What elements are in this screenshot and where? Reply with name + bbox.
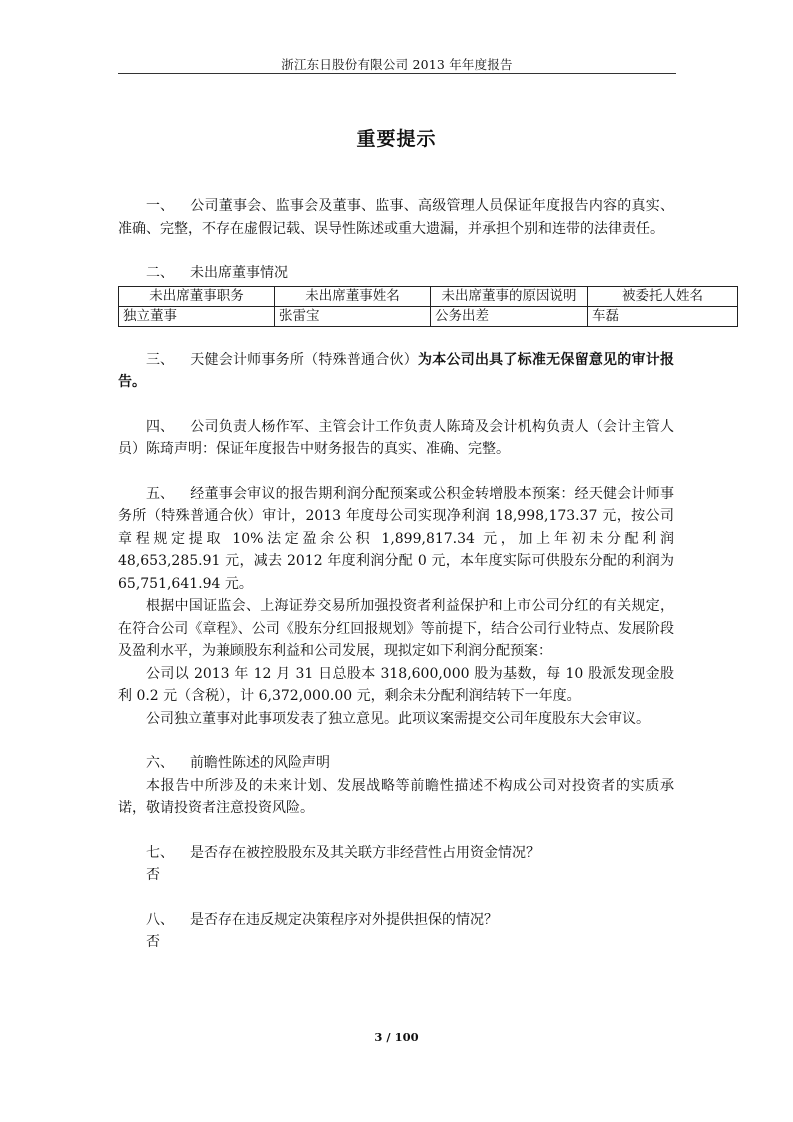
absent-directors-table: [118, 286, 738, 327]
section-2-title: 未出席董事情况: [190, 265, 288, 281]
section-5-number: 五、: [146, 485, 174, 502]
section-5: [118, 483, 674, 731]
section-3: [118, 349, 674, 394]
report-header: 浙江东日股份有限公司 2013 年年度报告: [281, 57, 513, 72]
section-5-paragraph-3: 公司以 2013 年 12 月 31 日总股本 318,600,000 股为基数，每 10 股派发现金股利 0.2 元（含税），计 6,372,000.00 元，剩余未分配利润结转下一年度。: [118, 665, 674, 704]
section-6-number: 六、: [146, 755, 174, 771]
table-header-cell: 被委托人姓名: [588, 286, 738, 306]
table-header-cell: 未出席董事职务: [119, 286, 275, 306]
section-1-text: [118, 195, 674, 240]
document-body: [118, 195, 703, 954]
section-5-body-1: 经董事会审议的报告期利润分配预案或公积金转增股本预案：经天健会计师事务所（特殊普通合伙）审计，2013 年度母公司实现净利润 18,998,173.37 元，按公司章程规定提取 10%法定盈余公积 1,899,817.34 元，加上年初未分配利润 48,653,285.91 元，减去 2012 年度利润分配 0 元，本年度实际可供股东分配的利润为 65,751,641.94 元。: [118, 485, 674, 592]
section-4-body: 公司负责人杨作军、主管会计工作负责人陈琦及会计机构负责人（会计主管人员）陈琦声明：保证年度报告中财务报告的真实、准确、完整。: [118, 418, 674, 457]
table-header-cell: 未出席董事的原因说明: [431, 286, 588, 306]
table-cell: 公务出差: [431, 306, 588, 326]
page-title: 重要提示: [356, 128, 437, 150]
table-cell: 独立董事: [119, 306, 275, 326]
section-3-text: [118, 349, 674, 394]
section-6: [118, 752, 674, 820]
table-row: [119, 306, 738, 326]
section-1: [118, 195, 674, 240]
section-2: [118, 262, 703, 327]
section-7-number: 七、: [146, 844, 174, 861]
section-4-text: [118, 416, 674, 461]
section-5-paragraph-4: 公司独立董事对此事项发表了独立意见。此项议案需提交公司年度股东大会审议。: [146, 710, 650, 727]
section-7-question-text: 是否存在被控股股东及其关联方非经营性占用资金情况？: [190, 844, 540, 861]
section-8-question: [118, 909, 674, 932]
table-cell: 张雷宝: [275, 306, 431, 326]
section-8-number: 八、: [146, 911, 174, 928]
section-3-number: 三、: [146, 351, 174, 368]
section-6-heading: [118, 752, 674, 775]
section-2-heading: [118, 262, 674, 285]
section-2-number: 二、: [146, 265, 174, 281]
section-5-paragraph-2: 根据中国证监会、上海证券交易所加强投资者利益保护和上市公司分红的有关规定，在符合公司《章程》、公司《股东分红回报规划》等前提下，结合公司行业特点、发展阶段及盈利水平，为兼顾股东利益和公司发展，现拟定如下利润分配预案：: [118, 598, 674, 659]
section-3-body: 天健会计师事务所（特殊普通合伙）: [190, 351, 418, 368]
section-8-question-text: 是否存在违反规定决策程序对外提供担保的情况？: [190, 911, 498, 928]
section-5-paragraph-1: [118, 483, 674, 596]
section-7: [118, 842, 674, 887]
table-cell: 车磊: [588, 306, 738, 326]
header-divider: [118, 73, 676, 74]
section-6-text: 本报告中所涉及的未来计划、发展战略等前瞻性描述不构成公司对投资者的实质承诺，敬请投资者注意投资风险。: [118, 777, 674, 816]
section-1-number: 一、: [146, 198, 174, 214]
section-6-title: 前瞻性陈述的风险声明: [190, 755, 330, 771]
page-number: 3 / 100: [374, 1030, 419, 1044]
section-7-question: [118, 842, 674, 865]
section-4-number: 四、: [146, 418, 174, 435]
section-4: [118, 416, 674, 461]
section-1-body: 公司董事会、监事会及董事、监事、高级管理人员保证年度报告内容的真实、准确、完整，不存在虚假记载、误导性陈述或重大遗漏，并承担个别和连带的法律责任。: [118, 198, 674, 237]
section-8-answer: 否: [146, 934, 160, 950]
section-7-answer: 否: [146, 867, 160, 883]
section-8: [118, 909, 674, 954]
table-header-row: [119, 286, 738, 306]
section-3-bold-body: 为本公司出具了标准无保留意见的审计报告。: [118, 351, 674, 390]
table-header-cell: 未出席董事姓名: [275, 286, 431, 306]
